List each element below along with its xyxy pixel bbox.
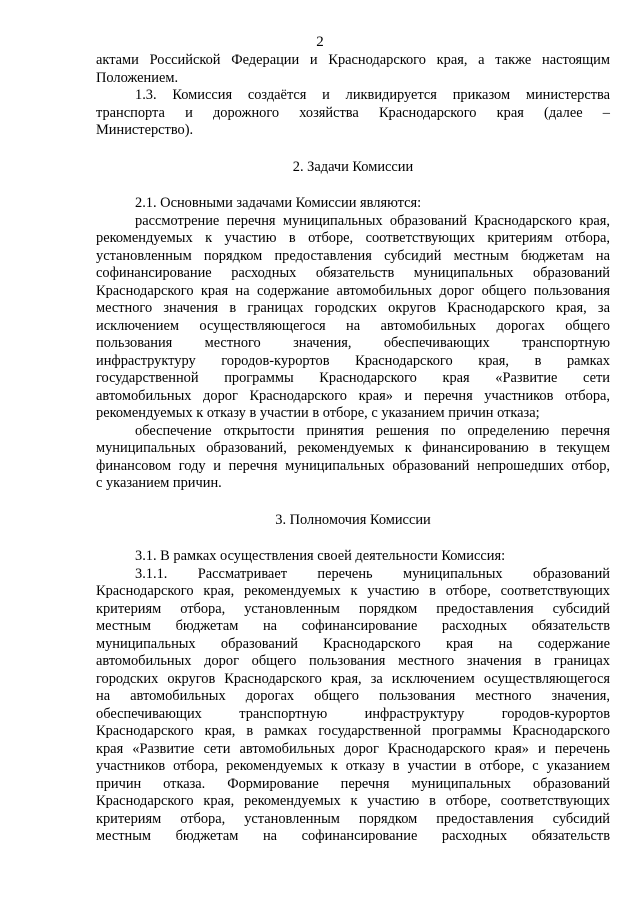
paragraph-clause-3-1 xyxy=(96,548,610,566)
text-line: муниципальных образований Краснодарского края на содержание xyxy=(96,635,610,652)
text-line: причин отказа. Формирование перечня муниципальных образований xyxy=(96,775,610,792)
text-line: рассмотрение перечня муниципальных образований Краснодарского края, xyxy=(135,212,610,229)
text-line: инфраструктуру городов-курортов Краснодарского края, в рамках xyxy=(96,352,610,369)
section-heading-3: 3. Полномочия Комиссии xyxy=(275,511,431,528)
text-line: автомобильных дорог Краснодарского края» и перечня участников отбора, xyxy=(96,387,610,404)
text-line: рекомендуемых к участию в отборе, соответствующих критериям отбора, xyxy=(96,230,610,246)
text-line: Министерство). xyxy=(96,122,194,138)
text-line: 3.1. В рамках осуществления своей деятельности Комиссия: xyxy=(135,548,506,564)
paragraph-task-review xyxy=(96,213,610,423)
text-line: исключением осуществляющегося на автомобильных дорогах общего xyxy=(96,317,610,334)
text-line: с указанием причин. xyxy=(96,475,222,491)
text-line: автомобильных дорог общего пользования местного значения в границах xyxy=(96,653,610,669)
text-line: местного значения в границах городских округов Краснодарского края, за xyxy=(96,300,610,316)
text-line: софинансирование расходных обязательств муниципальных образований xyxy=(96,265,610,281)
text-line: Краснодарского края, в рамках государственной программы Краснодарского xyxy=(96,723,610,739)
text-line: Положением. xyxy=(96,69,179,86)
text-line: края «Развитие сети автомобильных дорог Краснодарского края» и перечень xyxy=(96,740,610,757)
paragraph-task-transparency xyxy=(96,423,610,493)
document-body xyxy=(96,52,610,846)
text-line: обеспечение открытости принятия решения по определению перечня xyxy=(135,422,610,439)
text-line: государственной программы Краснодарского края «Развитие сети xyxy=(96,370,610,386)
text-line: критериям отбора, установленным порядком предоставления субсидий xyxy=(96,810,610,827)
text-line: участников отбора, рекомендуемых к отказу в участии в отборе, с указанием xyxy=(96,758,610,774)
text-line: Краснодарского края, рекомендуемых к участию в отборе, соответствующих xyxy=(96,583,610,599)
text-line: актами Российской Федерации и Краснодарского края, а также настоящим xyxy=(96,52,610,68)
paragraph-clause-1-3 xyxy=(96,87,610,140)
page-number: 2 xyxy=(316,34,324,50)
paragraph-continuation xyxy=(96,52,610,87)
text-line: 1.3. Комиссия создаётся и ликвидируется приказом министерства xyxy=(135,87,610,103)
text-line: критериям отбора, установленным порядком предоставления субсидий xyxy=(96,600,610,617)
text-line: Краснодарского края, рекомендуемых к участию в отборе, соответствующих xyxy=(96,793,610,809)
text-line: местным бюджетам на софинансирование расходных обязательств xyxy=(96,618,610,634)
text-line: городских округов Краснодарского края, за исключением осуществляющегося xyxy=(96,670,610,687)
text-line: обеспечивающих транспортную инфраструктуру городов-курортов xyxy=(96,705,610,722)
text-line: финансовом году и перечня муниципальных образований непрошедших отбор, xyxy=(96,457,610,474)
text-line: местным бюджетам на софинансирование расходных обязательств xyxy=(96,828,610,844)
text-line: 2.1. Основными задачами Комиссии являются: xyxy=(135,195,422,211)
paragraph-clause-3-1-1 xyxy=(96,566,610,846)
text-line: 3.1.1. Рассматривает перечень муниципальных образований xyxy=(135,565,610,582)
text-line: установленным порядком предоставления субсидий местным бюджетам на xyxy=(96,247,610,264)
text-line: рекомендуемых к отказу в участии в отборе, с указанием причин отказа; xyxy=(96,405,540,421)
text-line: на автомобильных дорогах общего пользования местного значения, xyxy=(96,688,610,704)
paragraph-clause-2-1 xyxy=(96,195,610,213)
section-heading-2: 2. Задачи Комиссии xyxy=(292,158,414,175)
text-line: муниципальных образований, рекомендуемых к финансированию в текущем xyxy=(96,440,610,456)
text-line: транспорта и дорожного хозяйства Краснодарского края (далее – xyxy=(96,104,610,121)
text-line: Краснодарского края на содержание автомобильных дорог общего пользования xyxy=(96,282,610,299)
text-line: пользования местного значения, обеспечивающих транспортную xyxy=(96,335,610,351)
